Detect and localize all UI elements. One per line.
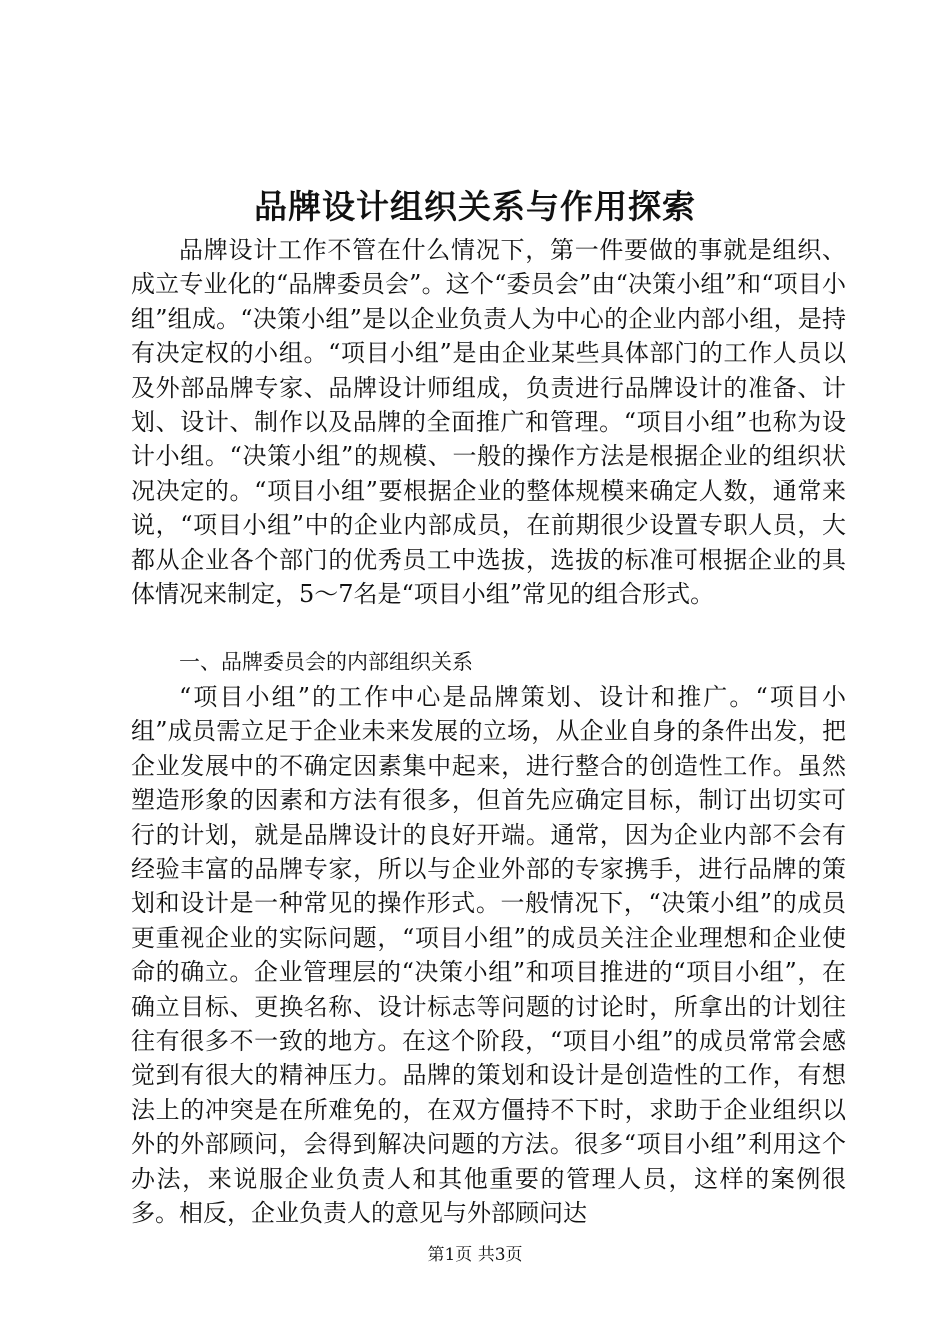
section-heading: 一、品牌委员会的内部组织关系 — [179, 650, 473, 675]
document-body — [131, 233, 846, 1230]
body-paragraph: 品牌设计工作不管在什么情况下，第一件要做的事就是组织、成立专业化的“品牌委员会”。这个“委员会”由“决策小组”和“项目小组”组成。“决策小组”是以企业负责人为中心的企业内部小组，是持有决定权的小组。“项目小组”是由企业某些具体部门的工作人员以及外部品牌专家、品牌设计师组成，负责进行品牌设计的准备、计划、设计、制作以及品牌的全面推广和管理。“项目小组”也称为设计小组。“决策小组”的规模、一般的操作方法是根据企业的组织状况决定的。“项目小组”要根据企业的整体规模来确定人数，通常来说，“项目小组”中的企业内部成员，在前期很少设置专职人员，大都从企业各个部门的优秀员工中选拔，选拔的标准可根据企业的具体情况来制定，5～7名是“项目小组”常见的组合形式。 — [131, 236, 846, 609]
document-title: 品牌设计组织关系与作用探索 — [254, 187, 696, 226]
page-footer: 第1页 共3页 — [427, 1245, 523, 1265]
body-paragraph: “项目小组”的工作中心是品牌策划、设计和推广。“项目小组”成员需立足于企业未来发展的立场，从企业自身的条件出发，把企业发展中的不确定因素集中起来，进行整合的创造性工作。虽然塑造形象的因素和方法有很多，但首先应确定目标，制订出切实可行的计划，就是品牌设计的良好开端。通常，因为企业内部不会有经验丰富的品牌专家，所以与企业外部的专家携手，进行品牌的策划和设计是一种常见的操作形式。一般情况下，“决策小组”的成员更重视企业的实际问题，“项目小组”的成员关注企业理想和企业使命的确立。企业管理层的“决策小组”和项目推进的“项目小组”，在确立目标、更换名称、设计标志等问题的讨论时，所拿出的计划往往有很多不一致的地方。在这个阶段，“项目小组”的成员常常会感觉到有很大的精神压力。品牌的策划和设计是创造性的工作，有想法上的冲突是在所难免的，在双方僵持不下时，求助于企业组织以外的外部顾问，会得到解决问题的方法。很多“项目小组”利用这个办法，来说服企业负责人和其他重要的管理人员，这样的案例很多。相反，企业负责人的意见与外部顾问达 — [131, 682, 846, 1227]
